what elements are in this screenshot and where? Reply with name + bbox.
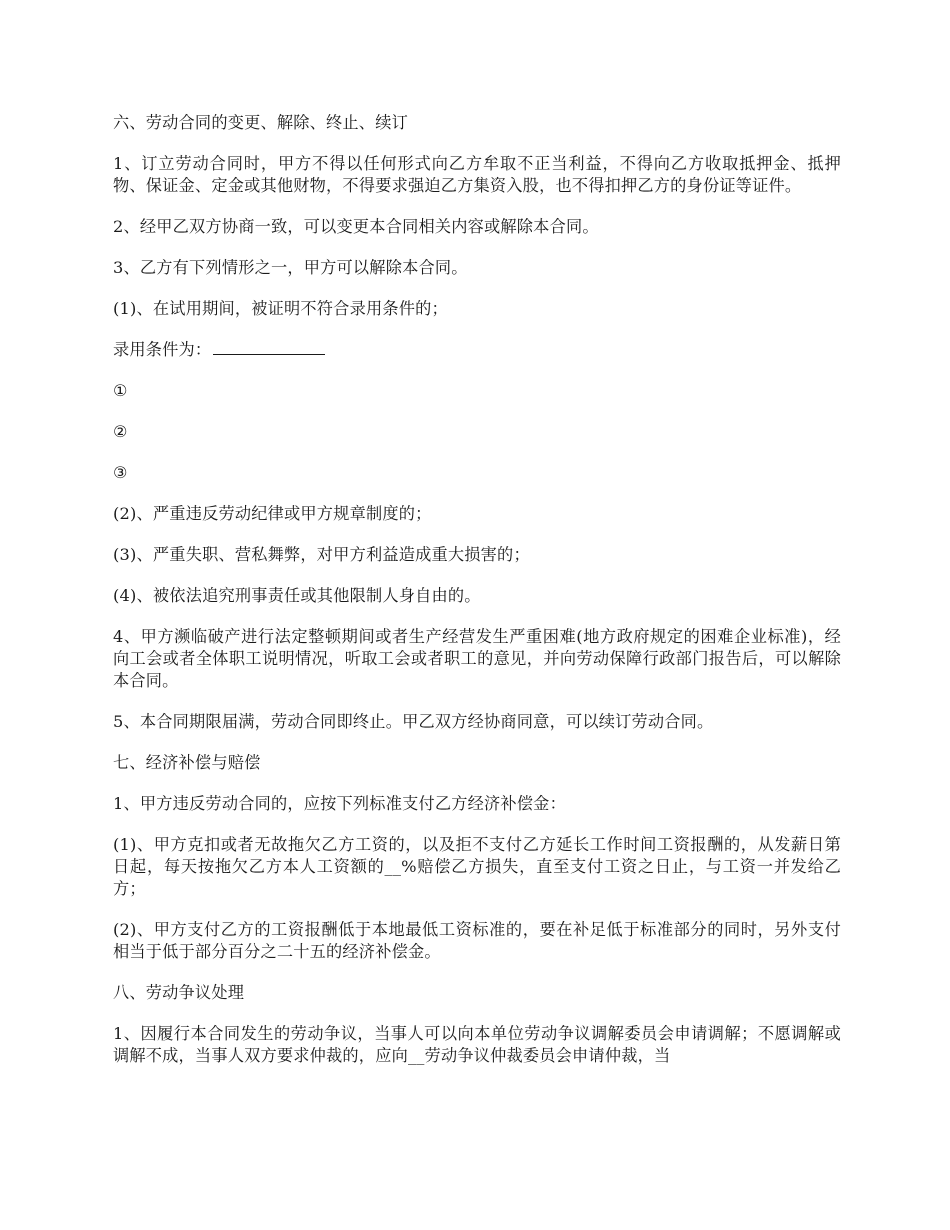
paragraph-item-1: (1)、在试用期间，被证明不符合录用条件的； (113, 299, 448, 318)
paragraph-hiring-conditions (113, 339, 841, 361)
condition-marker-2: ② (113, 422, 128, 441)
paragraph-item-2: (2)、严重违反劳动纪律或甲方规章制度的； (113, 504, 432, 523)
paragraph-clause-6-5: 5、本合同期限届满，劳动合同即终止。甲乙双方经协商同意，可以续订劳动合同。 (113, 712, 714, 731)
paragraph-clause-6-1: 1、订立劳动合同时，甲方不得以任何形式向乙方牟取不正当利益，不得向乙方收取抵押金、抵押物、保证金、定金或其他财物，不得要求强迫乙方集资入股，也不得扣押乙方的身份证等证件。 (113, 154, 841, 195)
paragraph-compensation-item-2: (2)、甲方支付乙方的工资报酬低于本地最低工资标准的，要在补足低于标准部分的同时，另外支付相当于低于部分百分之二十五的经济补偿金。 (113, 920, 841, 961)
paragraph-clause-6-4: 4、甲方濒临破产进行法定整顿期间或者生产经营发生严重困难(地方政府规定的困难企业标准)，经向工会或者全体职工说明情况，听取工会或者职工的意见，并向劳动保障行政部门报告后，可以解除本合同。 (113, 627, 841, 690)
hiring-conditions-label: 录用条件为： (113, 340, 212, 359)
hiring-conditions-blank (213, 340, 325, 355)
paragraph-compensation-item-1: (1)、甲方克扣或者无故拖欠乙方工资的，以及拒不支付乙方延长工作时间工资报酬的，从发薪日第 日起，每天按拖欠乙方本人工资额的__%赔偿乙方损失，直至支付工资之日止，与工资一并发给乙方； (113, 835, 841, 898)
paragraph-clause-7-1: 1、甲方违反劳动合同的，应按下列标准支付乙方经济补偿金： (113, 794, 566, 813)
condition-marker-1: ① (113, 381, 128, 400)
paragraph-item-3: (3)、严重失职、营私舞弊，对甲方利益造成重大损害的； (113, 545, 530, 564)
section-heading-7: 七、经济补偿与赔偿 (113, 753, 261, 772)
paragraph-clause-6-2: 2、经甲乙双方协商一致，可以变更本合同相关内容或解除本合同。 (113, 217, 599, 236)
section-heading-6: 六、劳动合同的变更、解除、终止、续订 (113, 113, 408, 132)
condition-marker-3: ③ (113, 463, 128, 482)
paragraph-item-4: (4)、被依法追究刑事责任或其他限制人身自由的。 (113, 586, 481, 605)
section-heading-8: 八、劳动争议处理 (113, 983, 245, 1002)
document-body (113, 112, 841, 1086)
paragraph-clause-8-1: 1、因履行本合同发生的劳动争议，当事人可以向本单位劳动争议调解委员会申请调解；不愿调解或调解不成，当事人双方要求仲裁的，应向__劳动争议仲裁委员会申请仲裁，当 (113, 1024, 841, 1065)
paragraph-clause-6-3: 3、乙方有下列情形之一，甲方可以解除本合同。 (113, 258, 468, 277)
